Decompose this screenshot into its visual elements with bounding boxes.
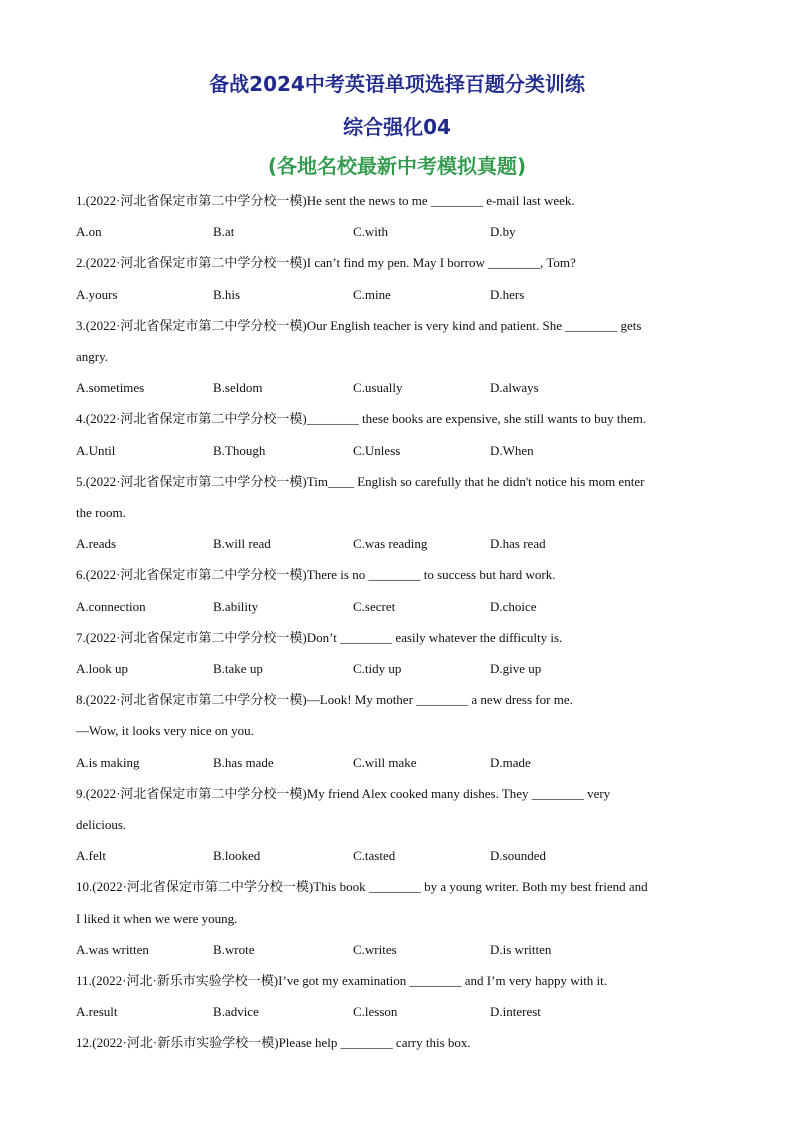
option-d: D.has read bbox=[490, 536, 546, 552]
option-c: C.with bbox=[353, 224, 389, 240]
option-c: C.writes bbox=[353, 941, 397, 957]
option-d: D.interest bbox=[490, 1004, 541, 1020]
option-b: B.seldom bbox=[213, 380, 263, 396]
question-stem bbox=[76, 566, 726, 584]
question-text: —Look! My mother bbox=[306, 692, 417, 708]
option-b: B.ability bbox=[213, 598, 259, 614]
question-source: (2022·河北省保定市第二中学分校一模) bbox=[85, 317, 307, 333]
question-source: (2022·河北·新乐市实验学校一模) bbox=[91, 973, 279, 988]
option-a: A.on bbox=[76, 224, 102, 240]
question-stem bbox=[76, 785, 726, 803]
question-text: , Tom? bbox=[540, 255, 576, 271]
question-stem-continuation bbox=[76, 722, 726, 740]
question-text: carry this box. bbox=[392, 1035, 471, 1051]
question-source: (2022·河北省保定市第二中学分校一模) bbox=[85, 411, 307, 427]
question-text: Tim bbox=[306, 473, 328, 489]
question-number: 11. bbox=[76, 973, 92, 988]
question-number: 3. bbox=[76, 317, 86, 333]
answer-options bbox=[76, 941, 726, 959]
question-number: 8. bbox=[76, 692, 86, 708]
question-text: Please help bbox=[278, 1035, 341, 1051]
answer-blank: ____ bbox=[327, 473, 354, 489]
question-stem-continuation bbox=[76, 348, 726, 366]
question-number: 4. bbox=[76, 411, 86, 427]
answer-blank: ________ bbox=[531, 785, 584, 801]
answer-blank: ________ bbox=[368, 879, 421, 895]
question-text: I can’t find my pen. May I borrow bbox=[306, 255, 489, 271]
option-a: A.look up bbox=[76, 661, 128, 676]
option-a: A.Until bbox=[76, 442, 116, 458]
question-stem-continuation bbox=[76, 816, 726, 834]
question-stem bbox=[76, 317, 726, 335]
question-text: a new dress for me. bbox=[468, 692, 573, 708]
question-text: gets bbox=[617, 317, 642, 333]
question-text: e-mail last week. bbox=[482, 193, 575, 208]
answer-blank: ________ bbox=[409, 973, 462, 988]
question-stem bbox=[76, 254, 726, 272]
option-a: A.is making bbox=[76, 754, 140, 770]
question-text: I’ve got my examination bbox=[278, 973, 410, 988]
question-number: 12. bbox=[76, 1035, 93, 1051]
question-text: delicious. bbox=[76, 817, 127, 832]
question-source: (2022·河北省保定市第二中学分校一模) bbox=[85, 193, 307, 208]
question-number: 10. bbox=[76, 879, 93, 895]
answer-options bbox=[76, 1003, 726, 1021]
option-d: D.give up bbox=[490, 661, 542, 676]
question-source: (2022·河北省保定市第二中学分校一模) bbox=[85, 567, 307, 583]
question-text: He sent the news to me bbox=[306, 193, 431, 208]
answer-blank: ________ bbox=[306, 411, 359, 427]
option-a: A.was written bbox=[76, 941, 149, 957]
option-b: B.looked bbox=[213, 848, 261, 864]
answer-options bbox=[76, 223, 726, 241]
document-source-note: (各地名校最新中考模拟真题) bbox=[267, 154, 527, 178]
answer-options bbox=[76, 598, 726, 616]
option-d: D.always bbox=[490, 380, 539, 396]
question-source: (2022·河北省保定市第二中学分校一模) bbox=[85, 473, 307, 489]
question-text: very bbox=[583, 785, 611, 801]
option-d: D.When bbox=[490, 442, 534, 458]
answer-options bbox=[76, 442, 726, 460]
answer-blank: ________ bbox=[416, 692, 469, 708]
option-c: C.Unless bbox=[353, 442, 401, 458]
answer-options bbox=[76, 286, 726, 304]
option-b: B.take up bbox=[213, 661, 263, 676]
question-source: (2022·河北省保定市第二中学分校一模) bbox=[92, 879, 314, 895]
option-b: B.Though bbox=[213, 442, 266, 458]
option-b: B.wrote bbox=[213, 941, 255, 957]
option-a: A.felt bbox=[76, 848, 106, 864]
question-stem bbox=[76, 972, 726, 990]
option-c: C.will make bbox=[353, 754, 417, 770]
answer-blank: ________ bbox=[565, 317, 618, 333]
option-a: A.sometimes bbox=[76, 380, 145, 396]
answer-blank: ________ bbox=[340, 629, 393, 645]
option-d: D.by bbox=[490, 224, 516, 240]
question-stem-continuation bbox=[76, 504, 726, 522]
answer-blank: ________ bbox=[368, 567, 421, 583]
option-b: B.at bbox=[213, 224, 235, 240]
question-stem bbox=[76, 1034, 726, 1052]
question-number: 9. bbox=[76, 785, 86, 801]
option-d: D.made bbox=[490, 754, 531, 770]
option-c: C.usually bbox=[353, 380, 403, 396]
option-a: A.result bbox=[76, 1004, 118, 1020]
option-c: C.mine bbox=[353, 286, 391, 302]
option-b: B.has made bbox=[213, 754, 274, 770]
option-c: C.lesson bbox=[353, 1004, 398, 1020]
question-text: Don’t bbox=[306, 629, 341, 645]
question-text: these books are expensive, she still wants to buy them. bbox=[358, 411, 647, 427]
question-text: by a young writer. Both my best friend and bbox=[420, 879, 648, 895]
question-stem-continuation bbox=[76, 910, 726, 928]
document-title: 备战2024中考英语单项选择百题分类训练 bbox=[209, 72, 585, 96]
option-a: A.yours bbox=[76, 286, 118, 302]
answer-options bbox=[76, 660, 726, 678]
question-stem bbox=[76, 691, 726, 709]
question-stem bbox=[76, 878, 726, 896]
question-number: 2. bbox=[76, 255, 86, 271]
question-number: 5. bbox=[76, 473, 86, 489]
question-source: (2022·河北省保定市第二中学分校一模) bbox=[85, 692, 307, 708]
question-stem bbox=[76, 192, 726, 210]
question-number: 7. bbox=[76, 629, 86, 645]
option-b: B.advice bbox=[213, 1004, 259, 1020]
question-text: There is no bbox=[306, 567, 369, 583]
option-d: D.hers bbox=[490, 286, 525, 302]
question-text: My friend Alex cooked many dishes. They bbox=[306, 785, 532, 801]
option-b: B.will read bbox=[213, 536, 271, 552]
option-c: C.was reading bbox=[353, 536, 428, 552]
question-source: (2022·河北省保定市第二中学分校一模) bbox=[85, 629, 307, 645]
question-text: This book bbox=[313, 879, 369, 895]
option-d: D.choice bbox=[490, 598, 537, 614]
option-d: D.is written bbox=[490, 941, 552, 957]
option-c: C.tasted bbox=[353, 848, 396, 864]
option-b: B.his bbox=[213, 286, 241, 302]
option-c: C.tidy up bbox=[353, 661, 402, 676]
question-stem bbox=[76, 410, 726, 428]
answer-blank: ________ bbox=[488, 255, 541, 271]
answer-options bbox=[76, 754, 726, 772]
question-text: Our English teacher is very kind and patient. She bbox=[306, 317, 566, 333]
option-c: C.secret bbox=[353, 598, 396, 614]
question-text: and I’m very happy with it. bbox=[461, 973, 608, 988]
answer-blank: ________ bbox=[430, 193, 483, 208]
question-text: English so carefully that he didn't notice his mom enter bbox=[353, 473, 645, 489]
answer-options bbox=[76, 847, 726, 865]
question-text: I liked it when we were young. bbox=[76, 910, 238, 926]
option-a: A.connection bbox=[76, 598, 146, 614]
question-source: (2022·河北省保定市第二中学分校一模) bbox=[85, 785, 307, 801]
question-number: 6. bbox=[76, 567, 86, 583]
option-d: D.sounded bbox=[490, 848, 546, 864]
question-source: (2022·河北省保定市第二中学分校一模) bbox=[85, 255, 307, 271]
question-source: (2022·河北·新乐市实验学校一模) bbox=[92, 1035, 279, 1051]
question-text: the room. bbox=[76, 505, 126, 520]
question-number: 1. bbox=[76, 193, 86, 208]
question-stem bbox=[76, 473, 726, 491]
answer-options bbox=[76, 379, 726, 397]
document-subtitle: 综合强化04 bbox=[343, 115, 451, 139]
answer-options bbox=[76, 535, 726, 553]
answer-blank: ________ bbox=[340, 1035, 393, 1051]
question-text: —Wow, it looks very nice on you. bbox=[76, 723, 254, 739]
question-text: angry. bbox=[76, 349, 109, 364]
question-stem bbox=[76, 629, 726, 647]
question-text: easily whatever the difficulty is. bbox=[392, 629, 563, 645]
option-a: A.reads bbox=[76, 536, 117, 552]
question-text: to success but hard work. bbox=[420, 567, 556, 583]
